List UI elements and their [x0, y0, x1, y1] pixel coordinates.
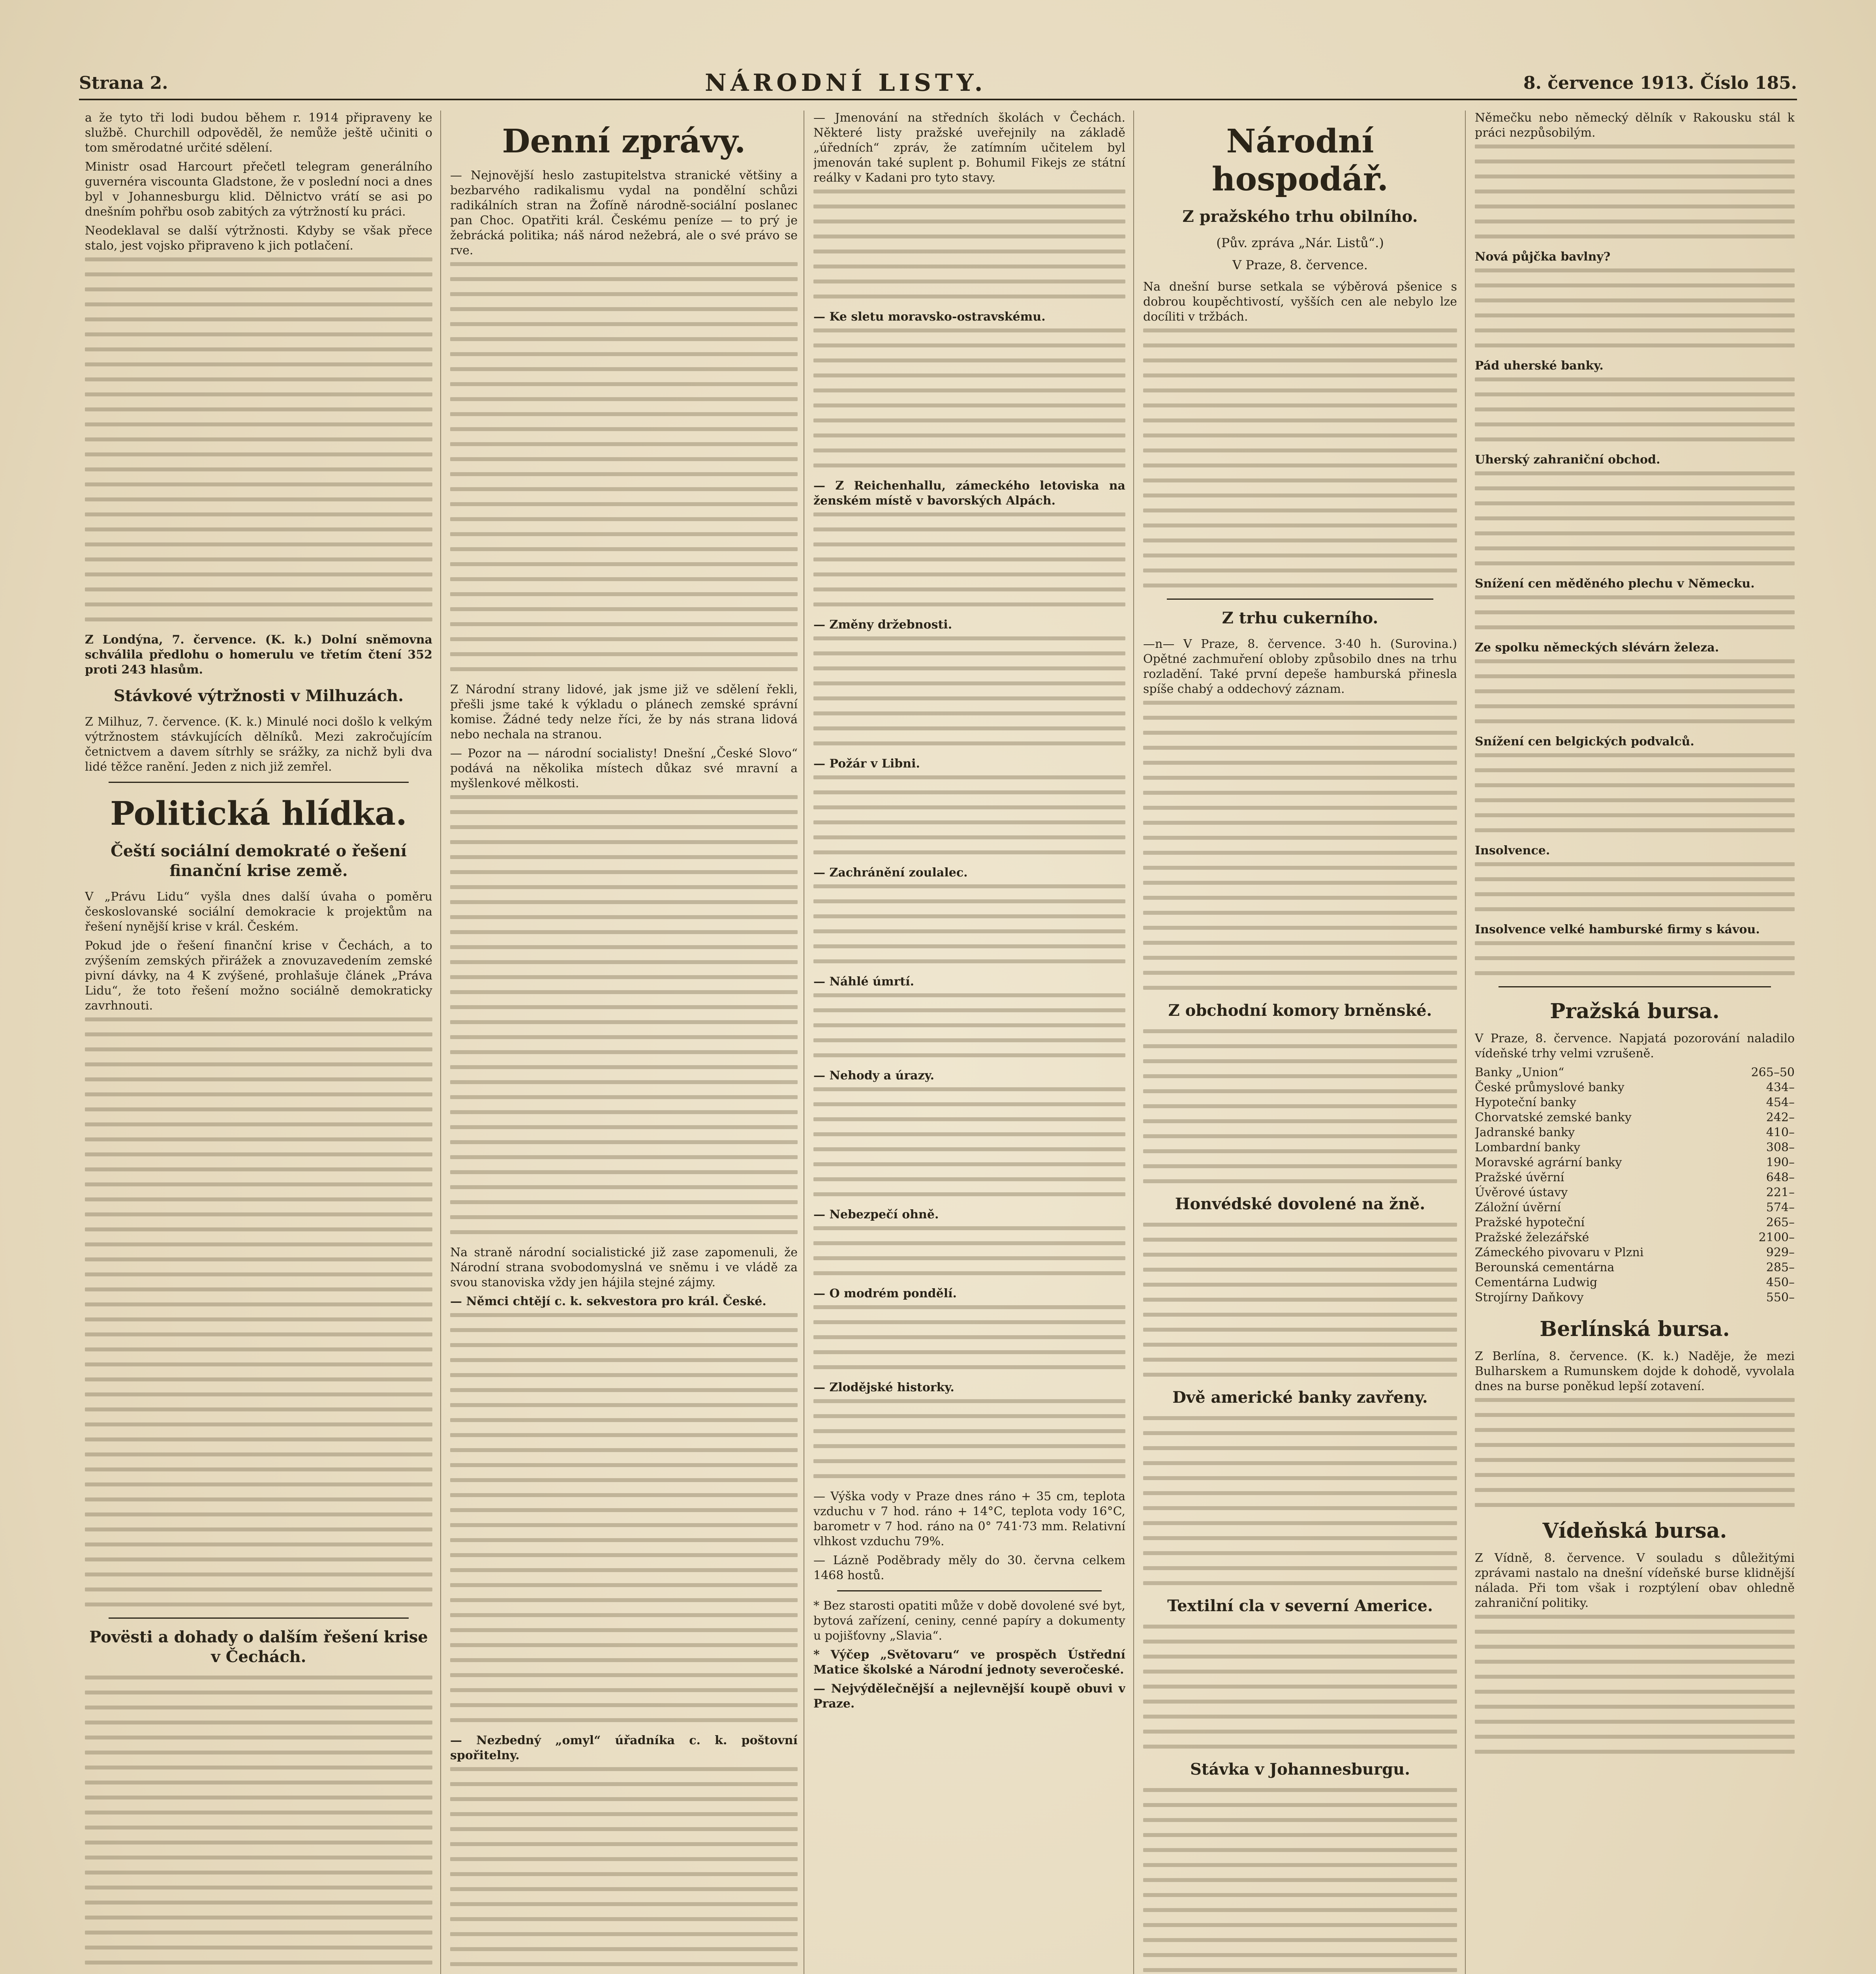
notice: * Výčep „Světovaru“ ve prospěch Ústřední Matice školské a Národní jednoty severočeské. — [813, 1648, 1125, 1677]
quote-row — [1475, 1080, 1795, 1095]
news-item: Insolvence velké hamburské firmy s kávou. — [1475, 923, 1760, 936]
text-block — [85, 257, 432, 621]
text-block — [1475, 144, 1795, 238]
news-item: — Lázně Poděbrady měly do 30. června celkem 1468 hostů. — [813, 1554, 1125, 1582]
news-item: — Požár v Libni. — [813, 757, 920, 771]
quote-row — [1475, 1140, 1795, 1155]
article-paragraph: Němečku nebo německý dělník v Rakousku stál k práci nezpůsobilým. — [1475, 111, 1795, 140]
article-title: Honvédské dovolené na žně. — [1175, 1195, 1425, 1213]
quote-name: Berounská cementárna — [1475, 1261, 1615, 1274]
bourse-intro: Z Berlína, 8. července. (K. k.) Naděje, že mezi Bulharskem a Rumunskem dojde k dohodě, vyvolala dnes na burse poněkud lepší zotavení. — [1475, 1349, 1795, 1393]
news-item: — Z Reichenhallu, zámeckého letoviska na ženském místě v bavorských Alpách. — [813, 479, 1125, 508]
quote-row — [1475, 1110, 1795, 1125]
quote-name: České průmyslové banky — [1475, 1081, 1624, 1094]
text-block — [450, 1313, 798, 1722]
article-title: Povësti a dohady o dalším řešení krise v Čechách. — [89, 1628, 428, 1666]
article-paragraph: — Pozor na — národní socialisty! Dnešní „České Slovo“ podává na několika místech důkaz své mravní a myšlenkové mělkosti. — [450, 747, 798, 790]
quote-name: Banky „Union“ — [1475, 1066, 1564, 1079]
text-block — [85, 1676, 432, 1974]
quote-value: 648– — [1766, 1171, 1795, 1184]
news-item: Snížení cen měděného plechu v Německu. — [1475, 577, 1755, 591]
quote-name: Pražské úvěrní — [1475, 1171, 1564, 1184]
text-block — [813, 884, 1125, 963]
article-paragraph: Na dnešní burse setkala se výběrová pšenice s dobrou koupěchtivostí, vyšších cen ale nebylo lze docíliti v tržbách. — [1143, 280, 1457, 324]
text-block — [813, 1087, 1125, 1196]
quote-value: 454– — [1766, 1096, 1795, 1109]
news-item: Uherský zahraniční obchod. — [1475, 453, 1660, 467]
news-item: Pád uherské banky. — [1475, 359, 1604, 373]
quote-row — [1475, 1290, 1795, 1305]
text-block — [813, 328, 1125, 467]
quote-name: Záložní úvěrní — [1475, 1201, 1561, 1214]
quote-name: Pražské hypoteční — [1475, 1216, 1585, 1229]
quote-name: Cementárna Ludwig — [1475, 1276, 1598, 1289]
news-item: — Ke sletu moravsko-ostravskému. — [813, 310, 1046, 324]
article-title: Dvě americké banky zavřeny. — [1172, 1388, 1428, 1407]
quote-row — [1475, 1170, 1795, 1185]
article-paragraph: — Jmenování na středních školách v Čechách. Některé listy pražské uveřejnily na základě „úředních“ zpráv, že zatímním učitelem byl jmenován také suplent p. Bohumil Fikejs ze státní reálky v Kadani pro tyto stavy. — [813, 111, 1125, 185]
quote-value: 450– — [1766, 1276, 1795, 1289]
divider — [837, 1590, 1102, 1591]
column-rule — [1133, 111, 1134, 1974]
article-paragraph: Na straně národní socialistické již zase zapomenuli, že Národní strana svobodomyslná ve sněmu i ve vládě za svou stanoviska vždy jen hájila stejné zájmy. — [450, 1246, 798, 1289]
news-item: — Zlodějské historky. — [813, 1381, 954, 1394]
news-title: Stávkové výtržnosti v Milhuzách. — [113, 687, 404, 705]
text-block — [813, 190, 1125, 298]
quote-value: 265–50 — [1751, 1066, 1795, 1079]
article-title: Z trhu cukerního. — [1222, 609, 1378, 627]
news-item: Snížení cen belgických podvalců. — [1475, 735, 1694, 749]
column-3 — [813, 111, 1125, 1974]
news-item: Nová půjčka bavlny? — [1475, 250, 1611, 264]
news-item: — Nehody a úrazy. — [813, 1069, 935, 1083]
text-block — [1143, 1223, 1457, 1377]
page-number: Strana 2. — [79, 73, 168, 93]
news-item: — Zachránění zoulalec. — [813, 866, 968, 880]
news-item: — Němci chtějí c. k. sekvestora pro král. České. — [450, 1295, 766, 1308]
news-item: Ze spolku německých slévárn železa. — [1475, 641, 1719, 655]
text-block — [1143, 1416, 1457, 1585]
quote-name: Pražské železářské — [1475, 1231, 1589, 1244]
article-paragraph: Z Národní strany lidové, jak jsme již ve sdělení řekli, přešli jsme také k výkladu o plánech zemské správní komise. Žádné tedy nelze říci, že by nás strana lidová nebo nechala na stranou. — [450, 683, 798, 741]
quote-value: 434– — [1766, 1081, 1795, 1094]
text-block — [1475, 268, 1795, 347]
text-block — [1143, 701, 1457, 990]
column-rule — [1465, 111, 1466, 1974]
divider — [109, 1617, 409, 1619]
text-block — [450, 795, 798, 1234]
notice: * Bez starosti opatiti může v době dovolené své byt, bytová zařízení, ceniny, cenné papíry a dokumenty u pojišťovny „Slavia“. — [813, 1599, 1125, 1643]
notice: — Nejvýdělečnější a nejlevnější koupě obuvi v Praze. — [813, 1682, 1125, 1711]
article-paragraph: Ministr osad Harcourt přečetl telegram generálního guvernéra viscounta Gladstone, že v poslední noci a dnes byl v Johannesburgu klid. Dělnictvo vrátí se asi po dnešním pohřbu osob zabitých za výtržností ku práci. — [85, 160, 432, 219]
bourse-title: Vídeňská bursa. — [1542, 1519, 1727, 1543]
text-block — [1475, 659, 1795, 723]
quote-name: Chorvatské zemské banky — [1475, 1111, 1632, 1124]
quote-value: 410– — [1766, 1126, 1795, 1139]
quote-name: Lombardní banky — [1475, 1141, 1581, 1154]
text-block — [1143, 328, 1457, 587]
article-title: Z pražského trhu obilního. — [1182, 207, 1418, 226]
quote-value: 308– — [1766, 1141, 1795, 1154]
article-title: Z obchodní komory brněnské. — [1168, 1001, 1432, 1020]
quote-name: Strojírny Daňkovy — [1475, 1291, 1584, 1304]
text-block — [813, 993, 1125, 1057]
quote-row — [1475, 1065, 1795, 1080]
quote-value: 265– — [1766, 1216, 1795, 1229]
newspaper-title: NÁRODNÍ LISTY. — [704, 69, 987, 97]
text-block — [1475, 595, 1795, 629]
quote-name: Moravské agrární banky — [1475, 1156, 1622, 1169]
text-block — [813, 1305, 1125, 1369]
text-block — [813, 775, 1125, 854]
quote-value: 190– — [1766, 1156, 1795, 1169]
news-item-london: Z Londýna, 7. července. (K. k.) Dolní sněmovna schválila předlohu o homerulu ve třetím čtení 352 proti 243 hlasům. — [85, 633, 432, 677]
text-block — [1475, 862, 1795, 911]
quote-row — [1475, 1200, 1795, 1215]
quote-name: Hypoteční banky — [1475, 1096, 1576, 1109]
article-paragraph: a že tyto tři lodi budou během r. 1914 připraveny ke službě. Churchill odpověděl, že nemůže ještě učiniti o tom směrodatné určité sdělení. — [85, 111, 432, 155]
article-paragraph: V „Právu Lidu“ vyšla dnes další úvaha o poměru českoslovanské sociální demokracie k projektům na řešení nynější krise v král. Českém. — [85, 890, 432, 934]
divider — [109, 782, 409, 783]
text-block — [813, 1399, 1125, 1478]
section-title: Národní hospodář. — [1211, 122, 1389, 198]
news-item: — Nebezpečí ohně. — [813, 1208, 939, 1222]
text-block — [813, 1226, 1125, 1275]
quote-value: 285– — [1766, 1261, 1795, 1274]
quote-value: 550– — [1766, 1291, 1795, 1304]
quote-row — [1475, 1215, 1795, 1230]
byline: (Pův. zpráva „Nár. Listů“.) — [1216, 235, 1384, 250]
bourse-intro: Z Vídně, 8. července. V souladu s důležitými zprávami nastalo na dnešní vídeňské burse klidnější nálada. Při tom však i rozptýlení obav ohledně zahraniční politiky. — [1475, 1551, 1795, 1610]
section-title: Politická hlídka. — [110, 795, 407, 833]
column-4 — [1143, 111, 1457, 1974]
article-title: Textilní cla v severní Americe. — [1167, 1597, 1433, 1615]
text-block — [1475, 1398, 1795, 1507]
bourse-intro: V Praze, 8. července. Napjatá pozorování naladilo vídeňské trhy velmi vzrušeně. — [1475, 1032, 1795, 1060]
text-block — [1475, 941, 1795, 975]
article-paragraph: Pokud jde o řešení finanční krise v Čechách, a to zvýšením zemských přirážek a znovuzavedením zemské pivní dávky, na 4 K zvýšené, prohlašuje článek „Práva Lidu“, že toto řešení možno sociálně demokraticky zavrhnouti. — [85, 939, 432, 1013]
masthead — [79, 67, 1797, 100]
text-block — [1475, 753, 1795, 832]
column-2 — [450, 111, 798, 1974]
quote-value: 221– — [1766, 1186, 1795, 1199]
news-item: — Změny držebnosti. — [813, 618, 952, 632]
quote-row — [1475, 1230, 1795, 1245]
quote-row — [1475, 1185, 1795, 1200]
column-5 — [1475, 111, 1795, 1974]
article-title: Čeští sociální demokraté o řešení finanční krise země. — [111, 842, 407, 880]
quote-name: Jadranské banky — [1475, 1126, 1575, 1139]
quote-row — [1475, 1155, 1795, 1170]
quote-table — [1475, 1065, 1795, 1305]
issue-date: 8. července 1913. Číslo 185. — [1523, 73, 1797, 93]
text-block — [450, 1767, 798, 1974]
news-item: — O modrém pondělí. — [813, 1287, 957, 1300]
quote-value: 929– — [1766, 1246, 1795, 1259]
news-item: — Nezbedný „omyl“ úřadníka c. k. poštovní spořitelny. — [450, 1734, 798, 1762]
dateline: V Praze, 8. července. — [1232, 257, 1368, 272]
quote-value: 2100– — [1758, 1231, 1795, 1244]
article-paragraph: — Nejnovější heslo zastupitelstva stranické většiny a bezbarvého radikalismu vydal na pondělní schůzi radikálních stran na Žofíně národně-sociální poslanec pan Choc. Opatřiti král. Českému peníze — to prý je žebrácká politika; náš národ nežebrá, ale o své právo se rve. — [450, 169, 798, 257]
quote-row — [1475, 1260, 1795, 1275]
text-block — [85, 1017, 432, 1606]
news-item: Insolvence. — [1475, 844, 1550, 858]
quote-value: 574– — [1766, 1201, 1795, 1214]
text-block — [1143, 1788, 1457, 1974]
text-block — [450, 262, 798, 671]
quote-row — [1475, 1125, 1795, 1140]
weather-report: — Výška vody v Praze dnes ráno + 35 cm, teplota vzduchu v 7 hod. ráno + 14°C, teplota vody 16°C, barometr v 7 hod. ráno na 0° 741·73 mm. Relativní vlhkost vzduchu 79%. — [813, 1490, 1125, 1548]
column-1 — [85, 111, 432, 1974]
quote-row — [1475, 1095, 1795, 1110]
article-paragraph: Neodeklaval se další výtržnosti. Kdyby se však přece stalo, jest vojsko připraveno k jich potlačení. — [85, 224, 432, 253]
quote-row — [1475, 1275, 1795, 1290]
quote-name: Úvěrové ústavy — [1475, 1186, 1568, 1199]
divider — [1167, 599, 1433, 600]
bourse-title: Berlínská bursa. — [1540, 1317, 1730, 1341]
text-block — [1475, 377, 1795, 441]
text-block — [813, 512, 1125, 606]
quote-name: Zámeckého pivovaru v Plzni — [1475, 1246, 1644, 1259]
news-item: — Náhlé úmrtí. — [813, 975, 915, 989]
quote-row — [1475, 1245, 1795, 1260]
quote-value: 242– — [1766, 1111, 1795, 1124]
news-text: Z Milhuz, 7. července. (K. k.) Minulé noci došlo k velkým výtržnostem stávkujících dělníků. Mezi zakročujícím četnictvem a davem sítrhly se srážky, za nichž byli dva lidé těžce ranění. Jeden z nich již zemřel. — [85, 715, 432, 774]
text-block — [1475, 1615, 1795, 1754]
bourse-title: Pražská bursa. — [1550, 999, 1720, 1023]
article-paragraph: —n— V Praze, 8. července. 3·40 h. (Surovina.) Opětné zachmuření obloby způsobilo dnes na trhu rozladění. Také první depeše hamburská přinesla spíše chabý a oddechový záznam. — [1143, 637, 1457, 696]
article-title: Stávka v Johannesburgu. — [1190, 1760, 1410, 1779]
divider — [1499, 986, 1771, 987]
section-title: Denní zprávy. — [502, 122, 746, 160]
text-block — [813, 636, 1125, 745]
text-block — [1143, 1625, 1457, 1749]
text-block — [1475, 471, 1795, 565]
column-rule — [440, 111, 441, 1974]
text-block — [1143, 1029, 1457, 1183]
